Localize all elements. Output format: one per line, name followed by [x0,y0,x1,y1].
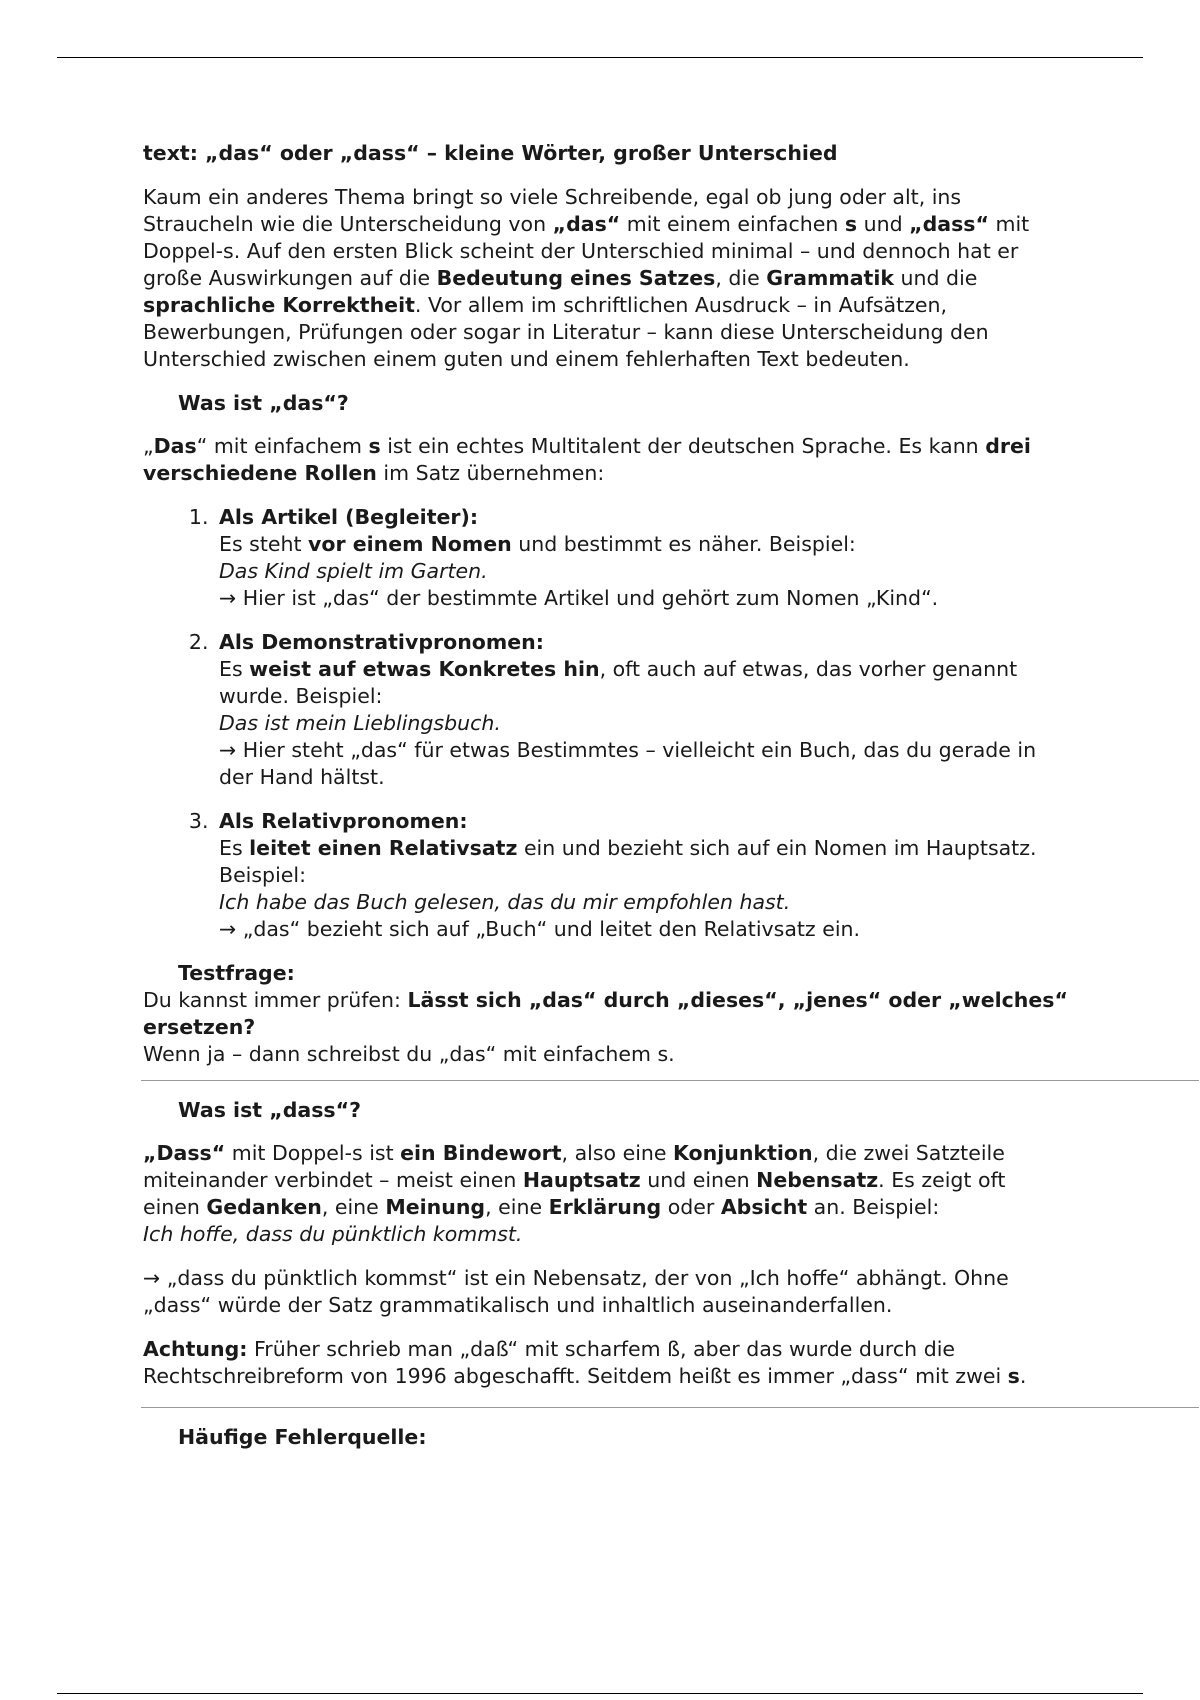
testfrage-block [143,960,1068,1068]
list-item [215,629,1068,791]
list-item-description: Es steht vor einem Nomen und bestimmt es näher. Beispiel: [219,532,856,556]
document-body [143,140,1068,1467]
list-item [215,808,1068,943]
section-divider [141,1080,1199,1081]
list-item-heading: 1. Als Artikel (Begleiter): [219,505,479,529]
achtung-paragraph: Achtung: Früher schrieb man „daß“ mit scharfem ß, aber das wurde durch die Rechtschreibreform von 1996 abgeschafft. Seitdem heißt es immer „dass“ mit zwei s. [143,1337,1027,1388]
document-title: text: „das“ oder „dass“ – kleine Wörter, großer Unterschied [143,141,838,165]
section-dass-intro: „Dass“ mit Doppel-s ist ein Bindewort, also eine Konjunktion, die zwei Satzteile miteinander verbindet – meist einen Hauptsatz und einen Nebensatz. Es zeigt oft einen Gedanken, eine Meinung, eine Erklärung oder Absicht an. Beispiel: Ich hoffe, dass du pünktlich kommst. [143,1140,1068,1248]
roles-list [143,504,1068,943]
intro-paragraph: Kaum ein anderes Thema bringt so viele Schreibende, egal ob jung oder alt, ins Straucheln wie die Unterscheidung von „das“ mit einem einfachen s und „dass“ mit Doppel-s. Auf den ersten Blick scheint der Unterschied minimal – und dennoch hat er große Auswirkungen auf die Bedeutung eines Satzes, die Grammatik und die sprachliche Korrektheit. Vor allem im schriftlichen Ausdruck – in Aufsätzen, Bewerbungen, Prüfungen oder sogar in Literatur – kann diese Unterscheidung den Unterschied zwischen einem guten und einem fehlerhaften Text bedeuten. [143,185,1030,371]
section-heading-fehlerquelle: Häufige Fehlerquelle: [178,1425,427,1449]
dass-note: → „dass du pünktlich kommst“ ist ein Nebensatz, der von „Ich hoffe“ abhängt. Ohne „dass“ würde der Satz grammatikalisch und inhaltlich auseinanderfallen. [143,1266,1009,1317]
dass-example: Ich hoffe, dass du pünktlich kommst. [143,1222,523,1246]
list-item-example: Ich habe das Buch gelesen, das du mir empfohlen hast. [219,890,791,914]
list-item-heading: 3. Als Relativpronomen: [219,809,468,833]
list-item-example: Das ist mein Lieblingsbuch. [219,711,501,735]
list-item-note: → Hier steht „das“ für etwas Bestimmtes – vielleicht ein Buch, das du gerade in der Hand hältst. [219,738,1037,789]
section-heading-dass: Was ist „dass“? [178,1098,361,1122]
list-item-note: → „das“ bezieht sich auf „Buch“ und leitet den Relativsatz ein. [219,917,861,941]
section-heading-das: Was ist „das“? [178,391,349,415]
list-item-heading: 2. Als Demonstrativpronomen: [219,630,544,654]
page-top-rule [57,57,1143,58]
list-item-description: Es weist auf etwas Konkretes hin, oft auch auf etwas, das vorher genannt wurde. Beispiel: [219,657,1018,708]
list-item-example: Das Kind spielt im Garten. [219,559,488,583]
testfrage-question: Du kannst immer prüfen: Lässt sich „das“ durch „dieses“, „jenes“ oder „welches“ ersetzen? [143,988,1068,1039]
list-item-description: Es leitet einen Relativsatz ein und bezieht sich auf ein Nomen im Hauptsatz. Beispiel: [219,836,1037,887]
section-divider [141,1407,1199,1408]
list-item-note: → Hier ist „das“ der bestimmte Artikel und gehört zum Nomen „Kind“. [219,586,939,610]
list-item [215,504,1068,612]
testfrage-heading: Testfrage: [178,961,295,985]
page-bottom-rule [57,1693,1143,1694]
testfrage-answer: Wenn ja – dann schreibst du „das“ mit einfachem s. [143,1042,675,1066]
section-das-intro: „Das“ mit einfachem s ist ein echtes Multitalent der deutschen Sprache. Es kann drei verschiedene Rollen im Satz übernehmen: [143,434,1031,485]
